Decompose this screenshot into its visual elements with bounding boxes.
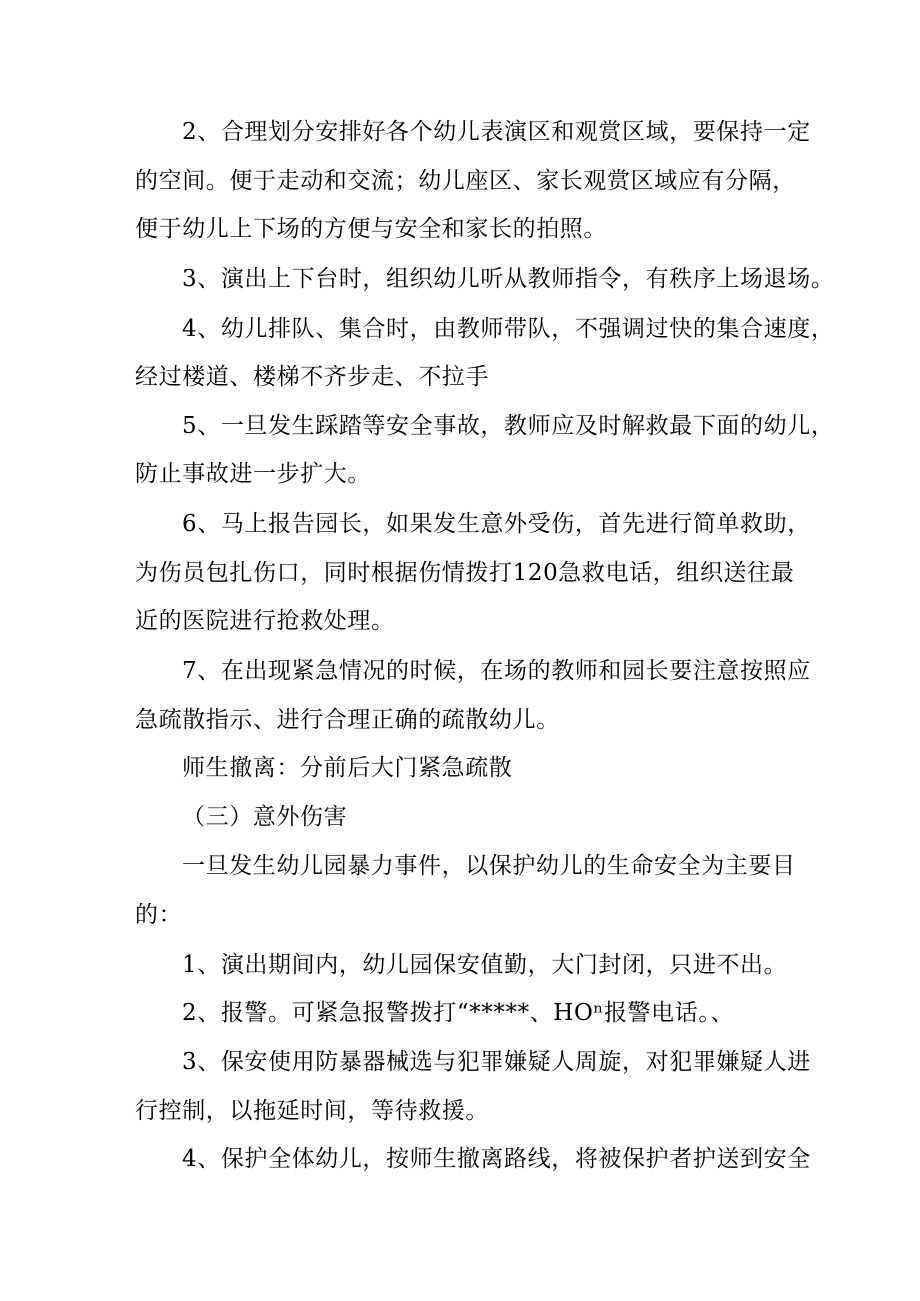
text-line: 行控制，以拖延时间，等待救援。 [135,1098,489,1124]
text-line: 3、保安使用防暴器械选与犯罪嫌疑人周旋，对犯罪嫌疑人进 [182,1049,811,1075]
text-line: 经过楼道、楼梯不齐步走、不拉手 [135,364,489,390]
text-line: 2、合理划分安排好各个幼儿表演区和观赏区域，要保持一定 [182,119,811,145]
section-heading: （三）意外伤害 [182,804,348,830]
text-line: 便于幼儿上下场的方便与安全和家长的拍照。 [135,216,607,242]
text-line: 1、演出期间内，幼儿园保安值勤，大门封闭，只进不出。 [182,952,788,978]
text-line: 为伤员包扎伤口，同时根据伤情拨打120急救电话，组织送往最 [135,560,795,586]
text-line: 急疏散指示、进行合理正确的疏散幼儿。 [135,707,560,733]
text-line: 近的医院进行抢救处理。 [135,608,395,634]
text-line: 4、保护全体幼儿，按师生撤离路线，将被保护者护送到安全 [182,1146,811,1172]
text-line: 6、马上报告园长，如果发生意外受伤，首先进行简单救助， [182,511,811,537]
text-line: 一旦发生幼儿园暴力事件，以保护幼儿的生命安全为主要目 [182,853,796,879]
text-line: 的： [135,902,183,928]
text-line: 的空间。便于走动和交流；幼儿座区、家长观赏区域应有分隔， [135,168,796,194]
text-line: 7、在出现紧急情况的时候，在场的教师和园长要注意按照应 [182,658,811,684]
text-line: 4、幼儿排队、集合时，由教师带队，不强调过快的集合速度， [182,316,835,342]
text-line: 2、报警。可紧急报警拨打“*****、HOⁿ报警电话。、 [182,1000,735,1026]
text-line: 5、一旦发生踩踏等安全事故，教师应及时解救最下面的幼儿， [182,413,835,439]
text-line: 3、演出上下台时，组织幼儿听从教师指令，有秩序上场退场。 [182,266,835,292]
text-line: 防止事故进一步扩大。 [135,461,371,487]
text-line: 师生撤离：分前后大门紧急疏散 [182,755,513,781]
